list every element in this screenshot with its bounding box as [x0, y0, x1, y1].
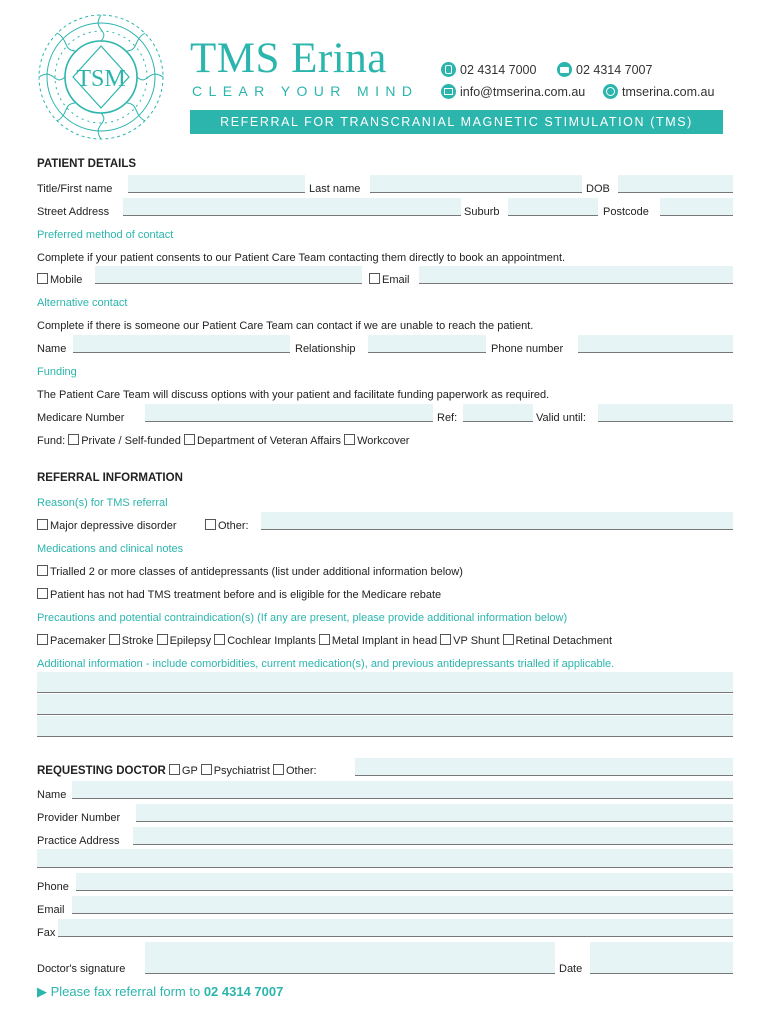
- medicare-number-label: Medicare Number: [37, 412, 125, 424]
- alt-name-label: Name: [37, 343, 67, 355]
- fax-number: 02 4314 7007: [576, 63, 653, 77]
- fund-workcover-label: Workcover: [357, 435, 410, 447]
- relationship-label: Relationship: [295, 343, 356, 355]
- additional-info-line-3[interactable]: [37, 716, 733, 737]
- precaution-checkbox[interactable]: [440, 634, 451, 645]
- fund-row: [37, 433, 409, 449]
- mdd-checkbox[interactable]: [37, 519, 48, 530]
- globe-icon: [603, 84, 618, 99]
- street-address-label: Street Address: [37, 206, 110, 218]
- provider-number-label: Provider Number: [37, 812, 121, 824]
- precaution-label: Pacemaker: [50, 635, 106, 647]
- precaution-label: Cochlear Implants: [227, 635, 316, 647]
- psychiatrist-label: Psychiatrist: [213, 765, 270, 777]
- precaution-stroke[interactable]: [109, 635, 154, 647]
- patient-details-heading: PATIENT DETAILS: [37, 158, 137, 170]
- fund-dva-label: Department of Veteran Affairs: [196, 435, 342, 447]
- doctor-other-field[interactable]: [355, 758, 733, 776]
- street-address-field[interactable]: [123, 198, 461, 216]
- additional-info-line-1[interactable]: [37, 672, 733, 693]
- requesting-doctor-row: [37, 763, 317, 779]
- mdd-label: Major depressive disorder: [50, 520, 177, 532]
- fund-workcover-option[interactable]: [344, 435, 409, 447]
- doctor-fax-field[interactable]: [58, 919, 733, 937]
- requesting-doctor-heading: REQUESTING DOCTOR: [37, 765, 166, 777]
- fund-workcover-checkbox[interactable]: [344, 434, 355, 445]
- precautions-heading: Precautions and potential contraindication(s) (If any are present, please provide additional information below): [37, 612, 568, 624]
- fund-dva-option[interactable]: [184, 435, 341, 447]
- gp-label: GP: [181, 765, 198, 777]
- practice-address-line-2[interactable]: [37, 849, 733, 868]
- doctor-phone-field[interactable]: [76, 873, 733, 891]
- signature-field[interactable]: [145, 942, 555, 974]
- doctor-other-option[interactable]: [273, 765, 317, 777]
- contact-phone[interactable]: [441, 62, 536, 77]
- mobile-option[interactable]: [37, 272, 82, 288]
- precaution-checkbox[interactable]: [109, 634, 120, 645]
- precaution-label: Stroke: [121, 635, 154, 647]
- email-address: info@tmserina.com.au: [460, 85, 586, 99]
- funding-text: The Patient Care Team will discuss options with your patient and facilitate funding paperwork as required.: [37, 389, 550, 401]
- email-checkbox[interactable]: [369, 273, 380, 284]
- reason-other-label: Other:: [218, 520, 249, 532]
- precaution-checkbox[interactable]: [319, 634, 330, 645]
- additional-info-line-2[interactable]: [37, 694, 733, 715]
- precaution-pacemaker[interactable]: [37, 635, 106, 647]
- precaution-label: Retinal Detachment: [515, 635, 613, 647]
- mobile-checkbox[interactable]: [37, 273, 48, 284]
- email-option[interactable]: [369, 272, 410, 288]
- practice-address-label: Practice Address: [37, 835, 120, 847]
- precaution-checkbox[interactable]: [157, 634, 168, 645]
- title-first-name-label: Title/First name: [37, 183, 113, 195]
- valid-until-label: Valid until:: [536, 412, 586, 424]
- not-had-tms-label: Patient has not had TMS treatment before and is eligible for the Medicare rebate: [50, 589, 442, 601]
- email-label: Email: [382, 274, 410, 286]
- precaution-label: Epilepsy: [169, 635, 212, 647]
- fax-instruction-number: 02 4314 7007: [203, 984, 284, 999]
- ref-label: Ref:: [437, 412, 458, 424]
- medicare-number-field[interactable]: [145, 404, 433, 422]
- phone-number-label: Phone number: [491, 343, 564, 355]
- reasons-heading: Reason(s) for TMS referral: [37, 497, 168, 509]
- mdd-option[interactable]: [37, 518, 177, 534]
- title-first-name-field[interactable]: [128, 175, 305, 193]
- referral-info-heading: REFERRAL INFORMATION: [37, 472, 183, 484]
- logo-letters: TSM: [76, 66, 126, 92]
- reason-other-checkbox[interactable]: [205, 519, 216, 530]
- doctor-other-label: Other:: [286, 765, 317, 777]
- doctor-phone-label: Phone: [37, 881, 69, 893]
- phone-number: 02 4314 7000: [460, 63, 537, 77]
- doctor-email-label: Email: [37, 904, 65, 916]
- alternative-contact-text: Complete if there is someone our Patient Care Team can contact if we are unable to reach the patient.: [37, 320, 534, 332]
- precaution-checkbox[interactable]: [214, 634, 225, 645]
- contact-email[interactable]: [441, 84, 585, 99]
- funding-heading: Funding: [37, 366, 77, 378]
- fund-label: Fund:: [37, 435, 66, 447]
- alternative-contact-heading: Alternative contact: [37, 297, 128, 309]
- valid-until-field[interactable]: [598, 404, 733, 422]
- doctor-psychiatrist-option[interactable]: [201, 765, 270, 777]
- gp-checkbox[interactable]: [169, 764, 180, 775]
- precautions-row: [37, 633, 612, 649]
- precaution-checkbox[interactable]: [503, 634, 514, 645]
- contact-website[interactable]: [603, 84, 714, 99]
- website-url: tmserina.com.au: [622, 85, 715, 99]
- doctor-fax-label: Fax: [37, 927, 56, 939]
- practice-address-field[interactable]: [133, 827, 733, 845]
- trialled-option[interactable]: [37, 564, 463, 580]
- postcode-field[interactable]: [660, 198, 733, 216]
- trialled-label: Trialled 2 or more classes of antidepressants (list under additional information below): [50, 566, 463, 578]
- doctor-gp-option[interactable]: [169, 765, 198, 777]
- email-field[interactable]: [419, 266, 733, 284]
- dob-field[interactable]: [618, 175, 733, 193]
- mobile-label: Mobile: [50, 274, 83, 286]
- psychiatrist-checkbox[interactable]: [201, 764, 212, 775]
- date-label: Date: [559, 963, 583, 975]
- reason-other-field[interactable]: [261, 512, 733, 530]
- fund-private-label: Private / Self-funded: [81, 435, 181, 447]
- signature-label: Doctor's signature: [37, 963, 126, 975]
- precaution-retinal[interactable]: [503, 635, 613, 647]
- play-arrow-icon: ▶: [37, 984, 47, 999]
- additional-info-heading: Additional information - include comorbidities, current medication(s), and previous antidepressants trialled if applicable.: [37, 658, 615, 670]
- fund-dva-checkbox[interactable]: [184, 434, 195, 445]
- doctor-name-label: Name: [37, 789, 67, 801]
- fax-instruction: [37, 984, 283, 1000]
- precaution-cochlear[interactable]: [214, 635, 316, 647]
- fax-instruction-text: Please fax referral form to: [50, 984, 201, 999]
- contact-fax[interactable]: [557, 62, 652, 77]
- last-name-label: Last name: [309, 183, 361, 195]
- last-name-field[interactable]: [370, 175, 582, 193]
- reason-other-option[interactable]: [205, 518, 249, 534]
- medications-heading: Medications and clinical notes: [37, 543, 184, 555]
- fund-private-checkbox[interactable]: [68, 434, 79, 445]
- postcode-label: Postcode: [603, 206, 649, 218]
- not-had-tms-option[interactable]: [37, 587, 441, 603]
- phone-number-field[interactable]: [578, 335, 733, 353]
- precaution-metal-implant[interactable]: [319, 635, 437, 647]
- brand-tagline: CLEAR YOUR MIND: [192, 83, 419, 99]
- fax-icon: [557, 62, 572, 77]
- precaution-label: Metal Implant in head: [331, 635, 438, 647]
- relationship-field[interactable]: [368, 335, 486, 353]
- trialled-checkbox[interactable]: [37, 565, 48, 576]
- suburb-label: Suburb: [464, 206, 500, 218]
- doctor-other-checkbox[interactable]: [273, 764, 284, 775]
- doctor-name-field[interactable]: [72, 781, 733, 799]
- fund-private-option[interactable]: [68, 435, 181, 447]
- logo-mandala-icon: [33, 10, 169, 144]
- precaution-epilepsy[interactable]: [157, 635, 212, 647]
- mobile-field[interactable]: [95, 266, 362, 284]
- phone-icon: [441, 62, 456, 77]
- alt-name-field[interactable]: [73, 335, 290, 353]
- precaution-checkbox[interactable]: [37, 634, 48, 645]
- email-icon: [441, 84, 456, 99]
- provider-number-field[interactable]: [136, 804, 733, 822]
- suburb-field[interactable]: [508, 198, 598, 216]
- ref-field[interactable]: [463, 404, 533, 422]
- preferred-contact-text: Complete if your patient consents to our Patient Care Team contacting them directly to book an appointment.: [37, 252, 566, 264]
- form-title-banner: REFERRAL FOR TRANSCRANIAL MAGNETIC STIMULATION (TMS): [190, 110, 723, 134]
- brand-title: TMS Erina: [190, 35, 387, 82]
- date-field[interactable]: [590, 942, 733, 974]
- preferred-contact-heading: Preferred method of contact: [37, 229, 174, 241]
- dob-label: DOB: [586, 183, 610, 195]
- precaution-vp-shunt[interactable]: [440, 635, 499, 647]
- precaution-label: VP Shunt: [453, 635, 500, 647]
- not-had-tms-checkbox[interactable]: [37, 588, 48, 599]
- doctor-email-field[interactable]: [72, 896, 733, 914]
